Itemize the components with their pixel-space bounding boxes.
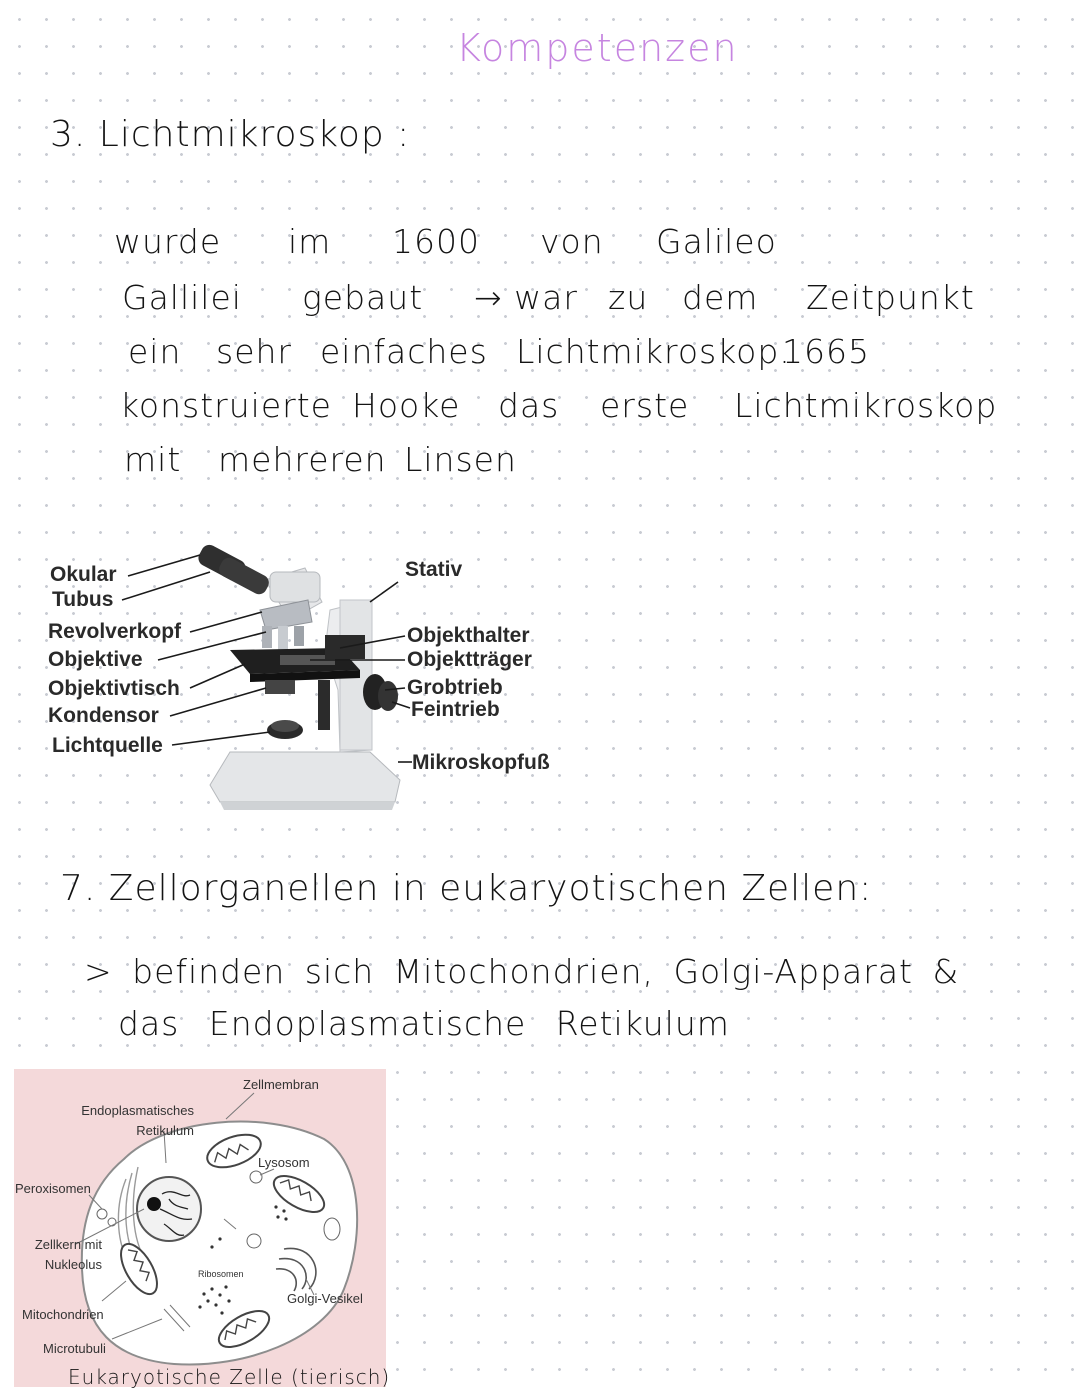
word: mit (124, 440, 182, 479)
word: von (540, 222, 604, 261)
microscope-diagram (40, 540, 580, 820)
word: Lichtmikroskop (734, 386, 998, 425)
label-grobtrieb: Grobtrieb (407, 676, 503, 699)
word: Hooke (352, 386, 461, 425)
text-line (0, 386, 1080, 430)
label-revolverkopf: Revolverkopf (48, 620, 182, 643)
cell-label-zellkern: Zellkern mit Nukleolus (34, 1237, 102, 1272)
cell-caption: Eukaryotische Zelle (tierisch) (68, 1365, 391, 1389)
word: 1600 (392, 222, 480, 261)
word: Gallilei (122, 278, 242, 317)
label-mikroskopfuss: Mikroskopfuß (412, 751, 550, 774)
word: einfaches (320, 332, 488, 371)
cell-label-er: Endoplasmatisches Retikulum (81, 1103, 194, 1138)
cell-label-mitochondrien: Mitochondrien (22, 1307, 104, 1322)
word: mehreren (218, 440, 387, 479)
cell-label-ribosomen: Ribosomen (198, 1269, 244, 1279)
cell-label-zellmembran: Zellmembran (243, 1077, 319, 1092)
cell-diagram (14, 1069, 391, 1389)
word: sehr (216, 332, 292, 371)
word: wurde (114, 222, 222, 261)
label-feintrieb: Feintrieb (411, 698, 500, 721)
section-7-line-1: > befinden sich Mitochondrien, Golgi-Apparat & (84, 952, 960, 991)
word: erste (600, 386, 690, 425)
word: ein (128, 332, 182, 371)
section-7-line-2: das Endoplasmatische Retikulum (118, 1004, 730, 1043)
word: konstruierte (120, 386, 332, 425)
label-objekthalter: Objekthalter (407, 624, 530, 647)
word: zu (608, 278, 649, 317)
label-objektivtisch: Objektivtisch (48, 677, 180, 700)
label-objekttraeger: Objektträger (407, 648, 532, 671)
cell-label-peroxisomen: Peroxisomen (15, 1181, 91, 1196)
page-title: Kompetenzen (456, 26, 739, 70)
label-okular: Okular (50, 563, 117, 586)
text-line (0, 222, 1080, 266)
word: gebaut (302, 278, 424, 317)
label-kondensor: Kondensor (48, 704, 159, 727)
word: → war (474, 278, 578, 317)
word: das (498, 386, 560, 425)
word: Lichtmikroskop. (516, 332, 791, 371)
cell-label-microtubuli: Microtubuli (43, 1341, 106, 1356)
section-3-heading: 3. Lichtmikroskop : (50, 114, 411, 155)
text-line (0, 278, 1080, 322)
cell-label-lysosom: Lysosom (258, 1155, 310, 1170)
word: dem (682, 278, 759, 317)
section-7-heading: 7. Zellorganellen in eukaryotischen Zellen: (60, 868, 873, 909)
text-line (0, 332, 1080, 376)
word: Zeitpunkt (806, 278, 975, 317)
label-lichtquelle: Lichtquelle (52, 734, 163, 757)
word: 1665 (782, 332, 870, 371)
label-stativ: Stativ (405, 558, 463, 581)
text-line (0, 440, 1080, 484)
label-tubus: Tubus (52, 588, 114, 611)
word: Linsen (404, 440, 517, 479)
label-objektive: Objektive (48, 648, 143, 671)
word: im (288, 222, 332, 261)
word: Galileo (656, 222, 777, 261)
cell-label-golgi: Golgi-Vesikel (287, 1291, 363, 1306)
